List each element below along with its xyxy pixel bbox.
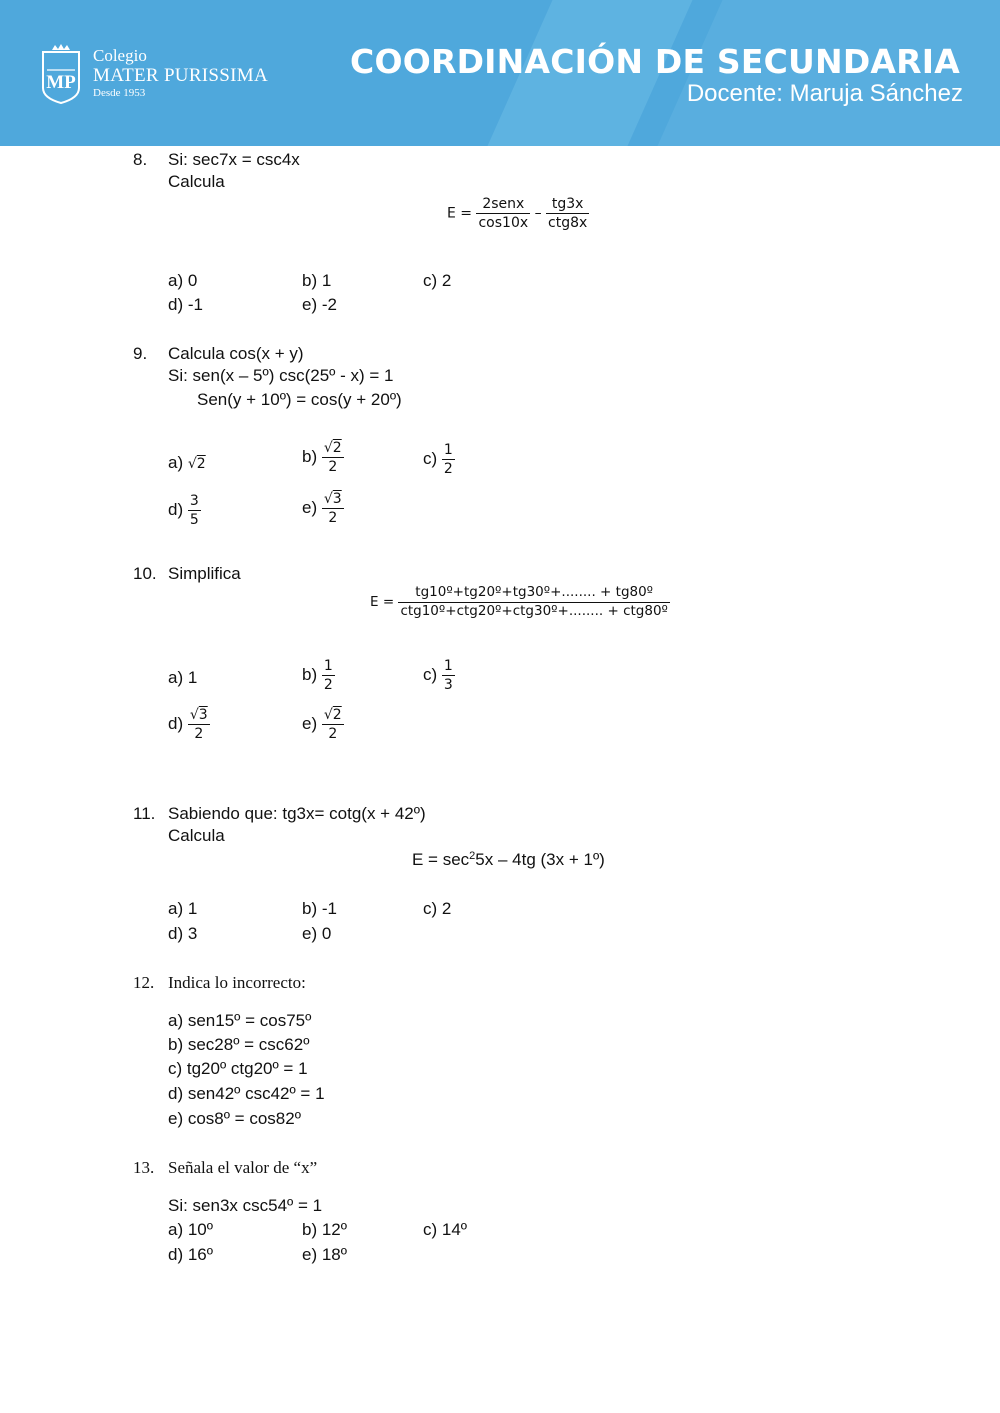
option-b: b) sec28º = csc62º <box>168 1035 310 1054</box>
logo-line-2: MATER PURISSIMA <box>93 65 269 86</box>
page-header <box>0 0 1000 146</box>
question-text: Simplifica <box>168 564 241 583</box>
fraction-numerator: 1 <box>443 658 453 674</box>
fraction-denominator: 2 <box>322 457 344 474</box>
sqrt-symbol: √ <box>323 491 333 507</box>
option-b: b) 12º <box>302 1220 347 1239</box>
fraction-numerator <box>322 492 344 508</box>
option-b: b) 1 <box>302 271 332 290</box>
option-e: e) 0 <box>302 924 332 943</box>
fraction-denominator: ctg8x <box>548 215 588 231</box>
fraction-numerator: 3 <box>189 493 199 509</box>
option-label: b) <box>302 446 318 466</box>
fraction <box>322 708 344 741</box>
radical <box>188 456 206 472</box>
option-d <box>168 494 201 527</box>
fraction <box>442 659 455 692</box>
logo-line-3: Desde 1953 <box>93 87 146 99</box>
formula-exponent: 2 <box>469 850 476 862</box>
radicand: 2 <box>196 456 206 472</box>
option-c: c) 2 <box>423 899 452 918</box>
radicand: 3 <box>332 491 342 507</box>
option-e: e) 18º <box>302 1245 347 1264</box>
fraction-numerator <box>188 708 210 724</box>
option-d <box>168 708 210 741</box>
fraction-numerator: tg3x <box>551 196 584 212</box>
question-number: 9. <box>133 344 148 363</box>
question-number: 11. <box>133 804 156 823</box>
option-a: a) 0 <box>168 271 198 290</box>
header-title: COORDINACIÓN DE SECUNDARIA <box>350 42 960 81</box>
fraction-denominator: 2 <box>443 461 453 477</box>
fraction-numerator: 1 <box>323 658 333 674</box>
sqrt-symbol: √ <box>323 707 333 723</box>
question-text: Calcula cos(x + y) <box>168 344 304 363</box>
fraction-denominator: 2 <box>323 677 333 693</box>
fraction <box>322 441 344 474</box>
fraction-denominator: cos10x <box>478 215 529 231</box>
option-d: d) sen42º csc42º = 1 <box>168 1084 325 1103</box>
radicand: 3 <box>198 707 208 723</box>
option-label: d) <box>168 713 184 733</box>
option-label: e) <box>302 497 318 517</box>
option-b <box>302 441 344 474</box>
sqrt-symbol: √ <box>323 440 333 456</box>
option-a: a) 1 <box>168 899 198 918</box>
sqrt-symbol: √ <box>189 707 199 723</box>
question-number: 13. <box>133 1158 155 1177</box>
fraction <box>188 708 210 741</box>
fraction <box>322 659 335 692</box>
formula-operator: – <box>534 205 542 222</box>
option-e <box>302 492 344 525</box>
fraction <box>476 197 530 230</box>
fraction <box>398 586 669 618</box>
option-e: e) -2 <box>302 295 337 314</box>
fraction-denominator: 2 <box>322 724 344 741</box>
question-text: Sabiendo que: tg3x= cotg(x + 42º) <box>168 804 426 823</box>
fraction <box>442 443 455 476</box>
option-label: a) <box>168 453 184 472</box>
option-d: d) 16º <box>168 1245 213 1264</box>
option-d: d) 3 <box>168 924 198 943</box>
option-c: c) 2 <box>423 271 452 290</box>
question-text: Calcula <box>168 826 225 845</box>
question-text: Si: sen(x – 5º) csc(25º - x) = 1 <box>168 366 394 385</box>
question-number: 8. <box>133 150 148 169</box>
question-text: Señala el valor de “x” <box>168 1158 318 1177</box>
option-label: d) <box>168 499 184 519</box>
option-b: b) -1 <box>302 899 337 918</box>
fraction <box>188 494 201 527</box>
fraction-numerator <box>322 708 344 724</box>
fraction-numerator <box>322 441 344 457</box>
logo-monogram: MP <box>46 72 76 93</box>
option-a: a) 10º <box>168 1220 213 1239</box>
radicand: 2 <box>332 707 342 723</box>
formula-lhs: E = <box>447 205 473 222</box>
question-number: 10. <box>133 564 157 583</box>
question-text: Si: sec7x = csc4x <box>168 150 300 169</box>
fraction-denominator: 2 <box>322 508 344 525</box>
option-c: c) tg20º ctg20º = 1 <box>168 1059 308 1078</box>
question-text: Indica lo incorrecto: <box>168 973 306 992</box>
option-c <box>423 443 455 476</box>
option-label: b) <box>302 664 318 684</box>
logo-line-1: Colegio <box>93 46 147 65</box>
option-a: a) 1 <box>168 668 198 687</box>
radicand: 2 <box>332 440 342 456</box>
fraction-denominator: 5 <box>189 512 199 528</box>
formula-part: 5x – 4tg (3x + 1º) <box>475 850 605 869</box>
option-e <box>302 708 344 741</box>
sqrt-symbol: √ <box>187 456 197 472</box>
fraction <box>322 492 344 525</box>
option-a <box>168 453 206 474</box>
fraction-numerator: 2senx <box>482 196 525 212</box>
fraction <box>546 197 589 230</box>
fraction-denominator: 3 <box>443 677 453 693</box>
option-b <box>302 659 335 692</box>
formula <box>447 197 589 230</box>
formula-part: E = sec <box>412 850 470 869</box>
fraction-numerator: tg10º+tg20º+tg30º+........ + tg80º <box>415 584 654 600</box>
option-e: e) cos8º = cos82º <box>168 1109 301 1128</box>
school-crest-icon <box>40 44 82 104</box>
option-label: e) <box>302 713 318 733</box>
option-label: c) <box>423 448 438 468</box>
header-subtitle: Docente: Maruja Sánchez <box>686 80 963 107</box>
fraction-numerator: 1 <box>443 442 453 458</box>
question-text: Sen(y + 10º) = cos(y + 20º) <box>197 390 402 409</box>
option-c: c) 14º <box>423 1220 468 1239</box>
option-c <box>423 659 455 692</box>
formula <box>412 850 605 870</box>
question-number: 12. <box>133 973 155 992</box>
question-text: Si: sen3x csc54º = 1 <box>168 1196 323 1215</box>
fraction-denominator: ctg10º+ctg20º+ctg30º+........ + ctg80º <box>400 602 668 619</box>
option-label: c) <box>423 664 438 684</box>
school-name <box>93 47 268 99</box>
option-a: a) sen15º = cos75º <box>168 1011 312 1030</box>
option-d: d) -1 <box>168 295 203 314</box>
formula-lhs: E = <box>370 594 395 610</box>
question-text: Calcula <box>168 172 225 191</box>
fraction-denominator: 2 <box>188 724 210 741</box>
formula <box>370 586 670 618</box>
